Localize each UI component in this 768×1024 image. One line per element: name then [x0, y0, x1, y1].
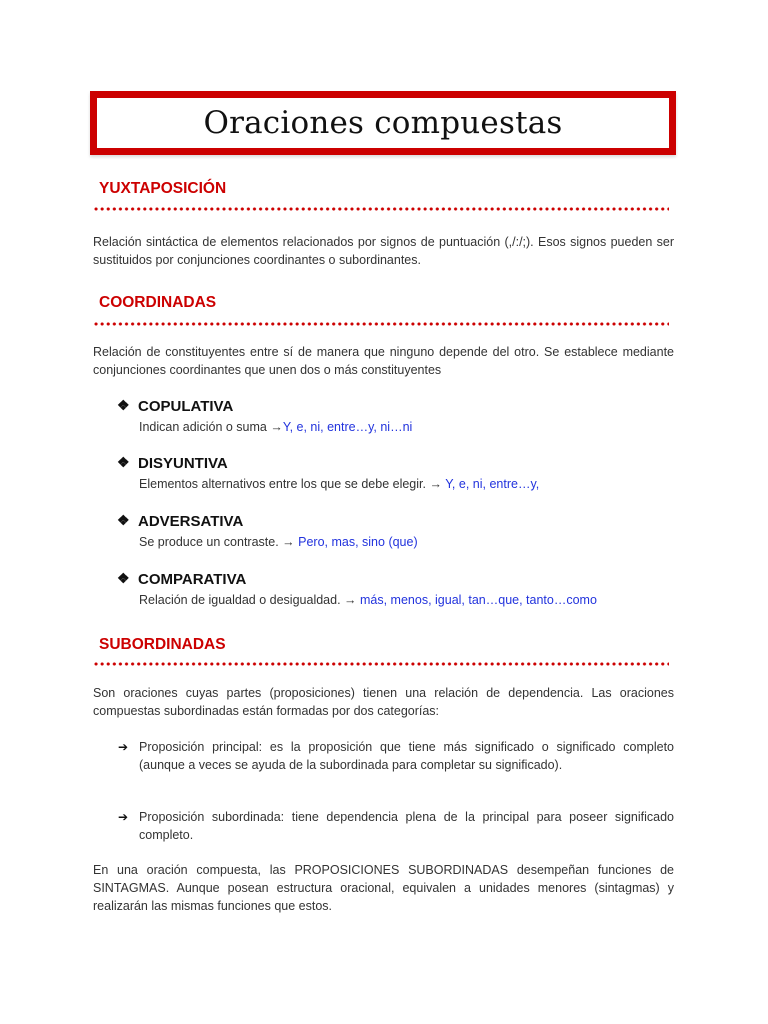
coord-type-desc-text: Relación de igualdad o desigualdad. →: [139, 593, 360, 607]
diamond-bullet-icon: [118, 401, 130, 413]
coord-type-copulativa: [118, 398, 233, 415]
coordinadas-paragraph: Relación de constituyentes entre sí de manera que ninguno depende del otro. Se establece mediante conjunciones coordinantes que unen dos o más constituyentes: [93, 345, 674, 377]
coord-type-examples: Y, e, ni, entre…y,: [445, 477, 540, 491]
coord-type-examples: Pero, mas, sino (que): [298, 535, 418, 549]
title-box: [90, 91, 676, 155]
coord-type-name: COPULATIVA: [138, 398, 234, 415]
arrow-bullet-icon: ➔: [118, 740, 129, 754]
coord-type-examples: Y, e, ni, entre…y, ni…ni: [282, 420, 413, 434]
coord-type-desc-text: Indican adición o suma →: [139, 420, 283, 434]
yuxtaposicion-paragraph: Relación sintáctica de elementos relacionados por signos de puntuación (,/:/;). Esos signos pueden ser sustituidos por conjunciones coordinantes o subordinantes.: [93, 235, 674, 267]
arrow-bullet-icon: ➔: [118, 810, 129, 824]
coord-type-description: [139, 535, 418, 549]
dotted-divider: [93, 662, 669, 666]
subordinadas-paragraph: Son oraciones cuyas partes (proposiciones) tienen una relación de dependencia. Las oraciones compuestas subordinadas están formadas por dos categorías:: [93, 686, 674, 718]
section-heading-yuxtaposicion: YUXTAPOSICIÓN: [99, 180, 227, 197]
coord-type-adversativa: [118, 513, 243, 530]
list-item-text: Proposición subordinada: tiene dependencia plena de la principal para poseer significado completo.: [139, 810, 674, 842]
list-item: [118, 808, 674, 844]
diamond-bullet-icon: [118, 574, 130, 586]
coord-type-desc-text: Se produce un contraste. →: [139, 535, 299, 549]
coord-type-description: [139, 477, 539, 491]
list-item: [118, 738, 674, 774]
page-title: Oraciones compuestas: [203, 105, 563, 141]
coord-type-description: [139, 420, 412, 434]
coord-type-comparativa: [118, 571, 246, 588]
coord-type-description: [139, 593, 597, 607]
section-heading-subordinadas: SUBORDINADAS: [99, 636, 226, 653]
diamond-bullet-icon: [118, 516, 130, 528]
coord-type-disyuntiva: [118, 455, 228, 472]
section-heading-coordinadas: COORDINADAS: [99, 294, 217, 311]
coord-type-name: ADVERSATIVA: [138, 513, 244, 530]
dotted-divider: [93, 207, 669, 211]
coord-type-name: COMPARATIVA: [138, 571, 247, 588]
diamond-bullet-icon: [118, 458, 130, 470]
coord-type-name: DISYUNTIVA: [138, 455, 228, 472]
closing-paragraph: En una oración compuesta, las PROPOSICIONES SUBORDINADAS desempeñan funciones de SINTAGMAS. Aunque posean estructura oracional, equivalen a unidades menores (sintagmas) y realizarán las mismas funciones que estos.: [93, 863, 674, 913]
coord-type-examples: más, menos, igual, tan…que, tanto…como: [360, 593, 597, 607]
dotted-divider: [93, 322, 669, 326]
list-item-text: Proposición principal: es la proposición que tiene más significado o significado completo (aunque a veces se ayuda de la subordinada para completar su significado).: [139, 740, 674, 772]
coord-type-desc-text: Elementos alternativos entre los que se debe elegir. →: [139, 477, 446, 491]
